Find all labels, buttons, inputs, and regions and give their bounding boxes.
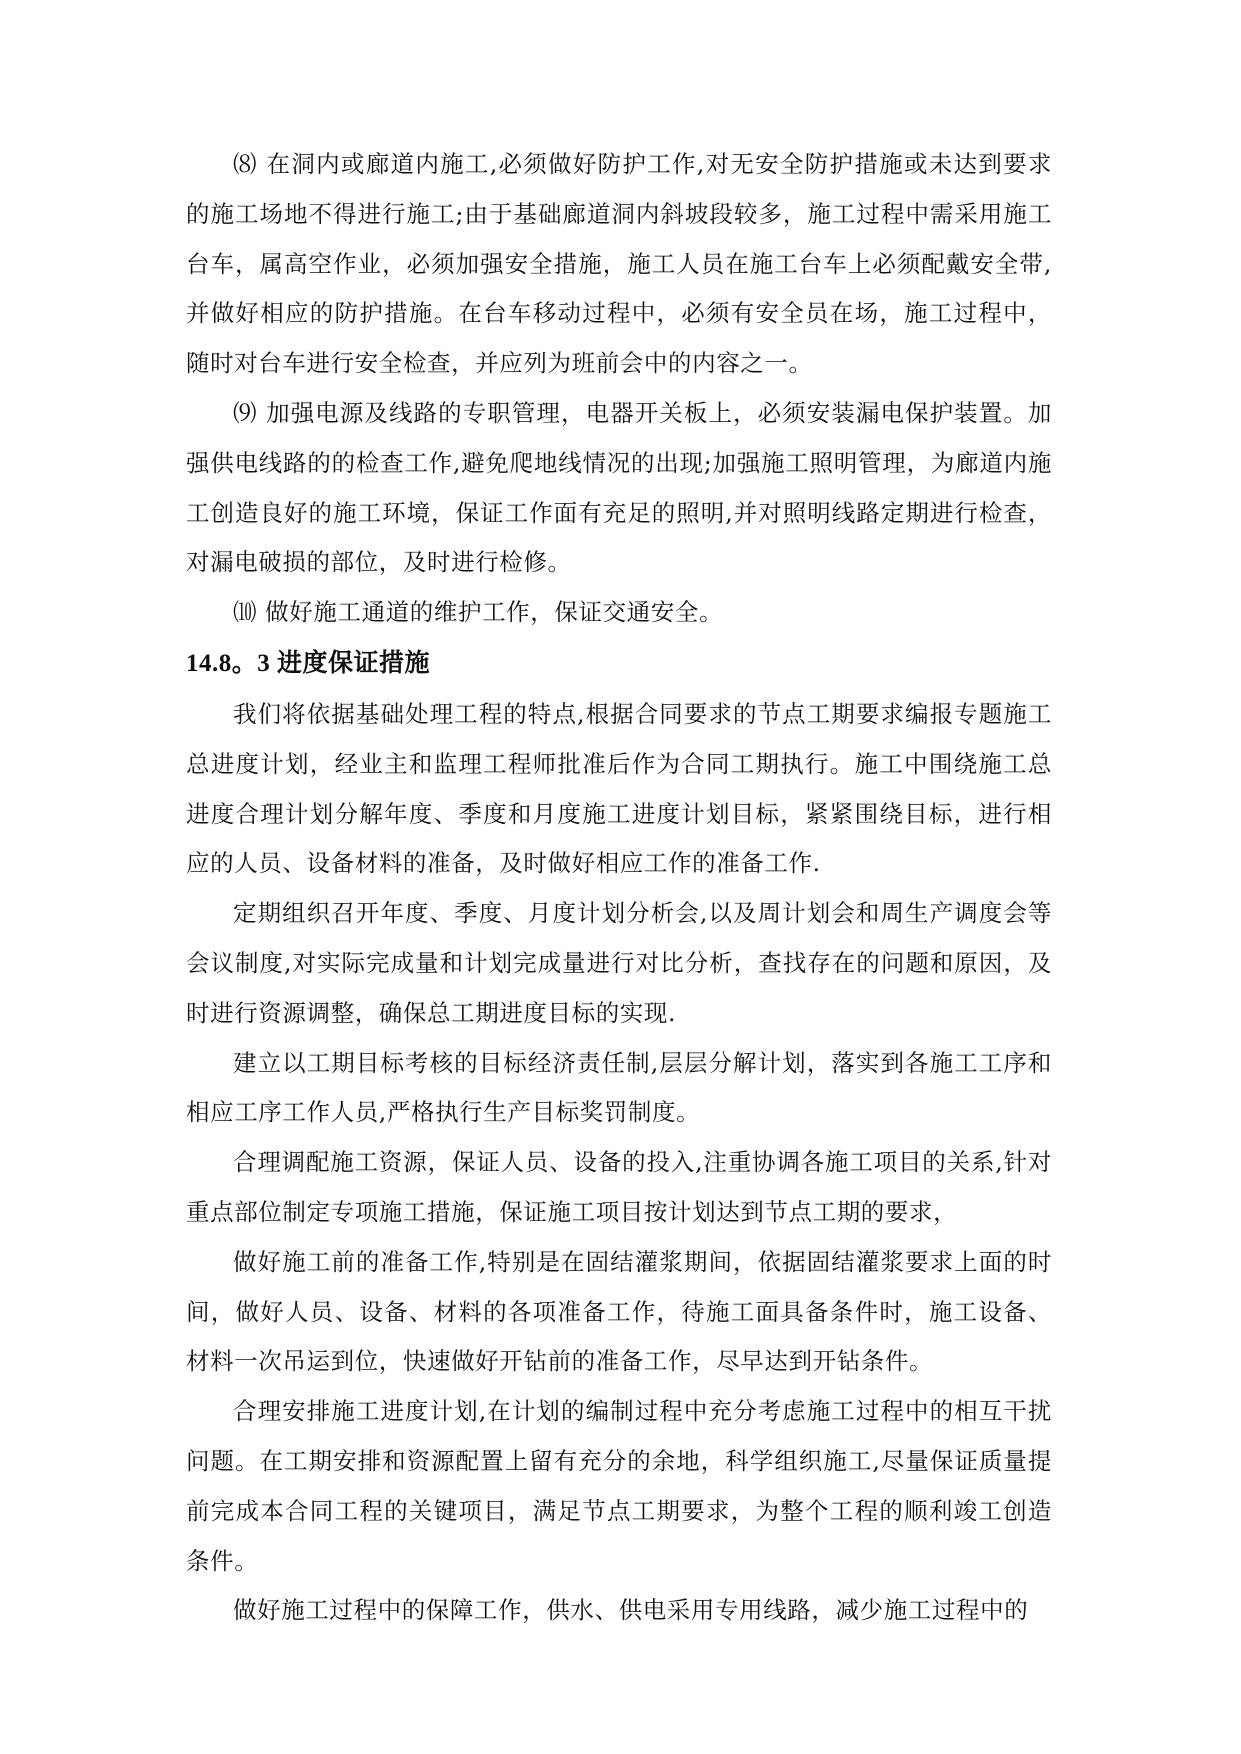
document-body (186, 140, 1052, 1636)
paragraph-schedule-arrangement: 合理安排施工进度计划,在计划的编制过程中充分考虑施工过程中的相互干扰问题。在工期安排和资源配置上留有充分的余地，科学组织施工,尽量保证质量提前完成本合同工程的关键项目，满足节点工期要求，为整个工程的顺利竣工创造条件。 (186, 1397, 1052, 1575)
paragraph-planning-meetings: 定期组织召开年度、季度、月度计划分析会,以及周计划会和周生产调度会等会议制度,对实际完成量和计划完成量进行对比分析，查找存在的问题和原因，及时进行资源调整，确保总工期进度目标的实现. (186, 899, 1052, 1027)
paragraph-resource-allocation: 合理调配施工资源，保证人员、设备的投入,注重协调各施工项目的关系,针对重点部位制定专项施工措施，保证施工项目按计划达到节点工期的要求， (186, 1148, 1052, 1226)
section-heading: 14.8。3 进度保证措施 (186, 649, 431, 677)
paragraph-preparation-work: 做好施工前的准备工作,特别是在固结灌浆期间，依据固结灌浆要求上面的时间，做好人员、设备、材料的各项准备工作，待施工面具备条件时，施工设备、材料一次吊运到位，快速做好开钻前的准备工作，尽早达到开钻条件。 (186, 1247, 1052, 1376)
paragraph-responsibility-system: 建立以工期目标考核的目标经济责任制,层层分解计划，落实到各施工工序和相应工序工作人员,严格执行生产目标奖罚制度。 (186, 1048, 1052, 1127)
paragraph-schedule-plan: 我们将依据基础处理工程的特点,根据合同要求的节点工期要求编报专题施工总进度计划，经业主和监理工程师批准后作为合同工期执行。施工中围绕施工总进度合理计划分解年度、季度和月度施工进度计划目标，紧紧围绕目标，进行相应的人员、设备材料的准备，及时做好相应工作的准备工作. (186, 699, 1052, 878)
paragraph-item-9: ⑼ 加强电源及线路的专职管理，电器开关板上，必须安装漏电保护装置。加强供电线路的的检查工作,避免爬地线情况的出现;加强施工照明管理，为廊道内施工创造良好的施工环境，保证工作面有充足的照明,并对照明线路定期进行检查，对漏电破损的部位，及时进行检修。 (186, 398, 1052, 577)
paragraph-item-8: ⑻ 在洞内或廊道内施工,必须做好防护工作,对无安全防护措施或未达到要求的施工场地不得进行施工;由于基础廊道洞内斜坡段较多，施工过程中需采用施工台车，属高空作业，必须加强安全措施，施工人员在施工台车上必须配戴安全带,并做好相应的防护措施。在台车移动过程中，必须有安全员在场，施工过程中，随时对台车进行安全检查，并应列为班前会中的内容之一。 (186, 150, 1052, 378)
paragraph-support-work: 做好施工过程中的保障工作，供水、供电采用专用线路，减少施工过程中的 (233, 1596, 1029, 1625)
paragraph-item-10: ⑽ 做好施工通道的维护工作，保证交通安全。 (233, 598, 724, 627)
